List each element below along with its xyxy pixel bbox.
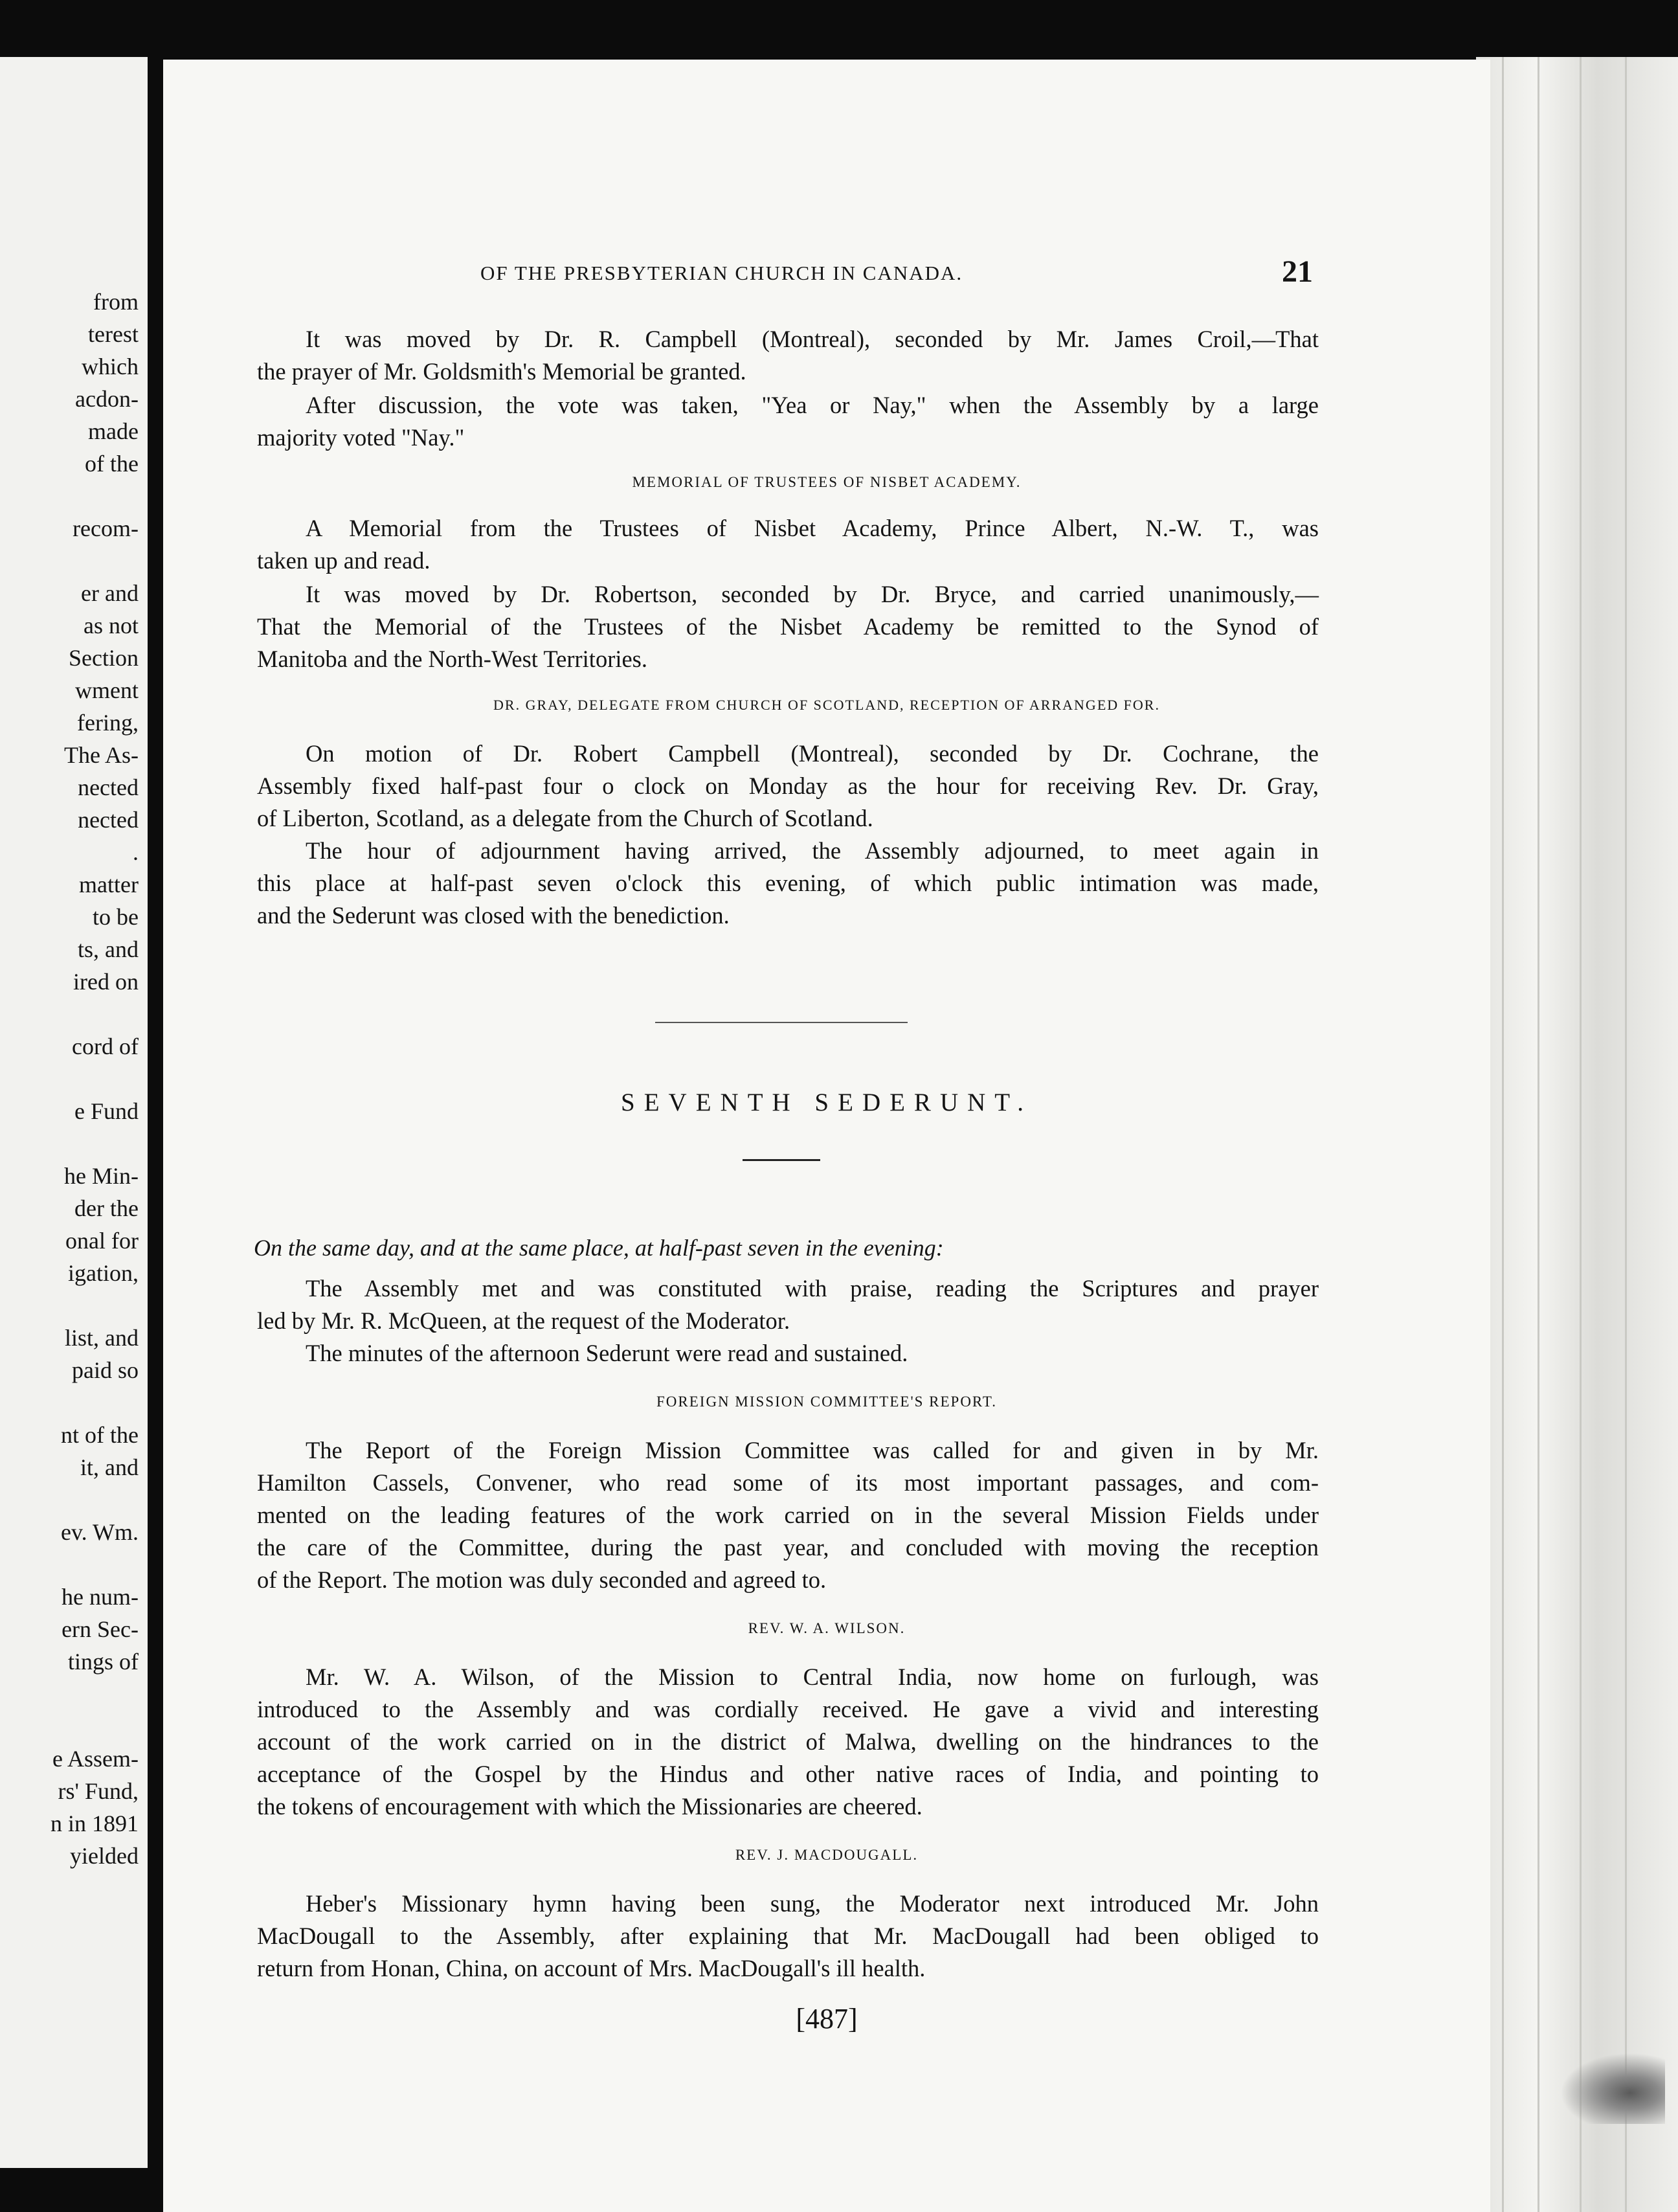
left-page-text-fragment: terest bbox=[88, 321, 139, 347]
left-page-text-fragment: . bbox=[133, 839, 139, 865]
left-page-text-fragment: fering, bbox=[77, 710, 139, 736]
previous-page-fragment bbox=[0, 57, 148, 2168]
left-page-text-fragment: matter bbox=[79, 872, 139, 897]
left-page-text-fragment: from bbox=[93, 289, 139, 315]
left-page-text-fragment: igation, bbox=[68, 1260, 139, 1286]
section-heading: MEMORIAL OF TRUSTEES OF NISBET ACADEMY. bbox=[632, 474, 1022, 490]
left-page-text-fragment: paid so bbox=[72, 1357, 139, 1383]
section-divider bbox=[655, 1022, 908, 1023]
text-line: the prayer of Mr. Goldsmith's Memorial be granted. bbox=[257, 358, 746, 385]
section-heading: DR. GRAY, DELEGATE FROM CHURCH OF SCOTLAND, RECEPTION OF ARRANGED FOR. bbox=[493, 697, 1160, 713]
text-line: A Memorial from the Trustees of Nisbet Academy, Prince Albert, N.-W. T., was bbox=[306, 515, 1319, 541]
left-page-text-fragment: nt of the bbox=[61, 1422, 139, 1448]
text-line: acceptance of the Gospel by the Hindus and other native races of India, and pointing to bbox=[257, 1761, 1319, 1787]
text-line: The Assembly met and was constituted with praise, reading the Scriptures and prayer bbox=[306, 1275, 1319, 1302]
text-line: majority voted "Nay." bbox=[257, 424, 465, 451]
text-line: Assembly fixed half-past four o clock on Monday as the hour for receiving Rev. Dr. Gray, bbox=[257, 773, 1319, 799]
corner-mark bbox=[1549, 2046, 1665, 2124]
left-page-text-fragment: ev. Wm. bbox=[61, 1519, 139, 1545]
section-heading: REV. W. A. WILSON. bbox=[748, 1620, 906, 1636]
text-line: this place at half-past seven o'clock this evening, of which public intimation was made, bbox=[257, 870, 1319, 896]
left-page-text-fragment: he Min- bbox=[64, 1163, 139, 1189]
text-line: Manitoba and the North-West Territories. bbox=[257, 646, 648, 672]
section-heading: FOREIGN MISSION COMMITTEE'S REPORT. bbox=[656, 1394, 997, 1410]
text-line: The minutes of the afternoon Sederunt were read and sustained. bbox=[306, 1340, 908, 1366]
left-page-text-fragment: as not bbox=[84, 613, 139, 638]
left-page-text-fragment: er and bbox=[81, 580, 139, 606]
section-heading: REV. J. MACDOUGALL. bbox=[735, 1847, 919, 1863]
running-title: OF THE PRESBYTERIAN CHURCH IN CANADA. bbox=[480, 262, 963, 284]
left-page-text-fragment: list, and bbox=[65, 1325, 139, 1351]
page-number: 21 bbox=[1282, 254, 1313, 289]
text-line: mented on the leading features of the work carried on in the several Mission Fields under bbox=[257, 1502, 1319, 1528]
text-line: On motion of Dr. Robert Campbell (Montreal), seconded by Dr. Cochrane, the bbox=[306, 740, 1319, 767]
text-line: MacDougall to the Assembly, after explaining that Mr. MacDougall had been obliged to bbox=[257, 1923, 1319, 1949]
sederunt-title: SEVENTH SEDERUNT. bbox=[621, 1089, 1033, 1116]
text-line: The Report of the Foreign Mission Committee was called for and given in by Mr. bbox=[306, 1437, 1319, 1463]
left-page-text-fragment: ired on bbox=[73, 969, 139, 995]
main-page bbox=[163, 60, 1490, 2212]
left-page-text-fragment: cord of bbox=[72, 1033, 139, 1059]
left-page-text-fragment: e Assem- bbox=[52, 1746, 139, 1772]
text-line: of the Report. The motion was duly seconded and agreed to. bbox=[257, 1566, 827, 1593]
left-page-text-fragment: wment bbox=[75, 677, 139, 703]
left-page-text-fragment: e Fund bbox=[74, 1098, 139, 1124]
left-page-text-fragment: he num- bbox=[62, 1584, 139, 1610]
left-page-text-fragment: nected bbox=[78, 774, 139, 800]
text-line: the tokens of encouragement with which the Missionaries are cheered. bbox=[257, 1793, 923, 1820]
left-page-text-fragment: tings of bbox=[67, 1649, 139, 1675]
text-line: It was moved by Dr. Robertson, seconded by Dr. Bryce, and carried unanimously,— bbox=[306, 581, 1319, 607]
left-page-text-fragment: Section bbox=[69, 645, 139, 671]
left-page-text-fragment: The As- bbox=[64, 742, 139, 768]
left-page-text-fragment: n in 1891 bbox=[50, 1811, 139, 1836]
text-line: introduced to the Assembly and was cordially received. He gave a vivid and interesting bbox=[257, 1696, 1319, 1722]
left-page-text-fragment: which bbox=[82, 354, 139, 379]
text-line: That the Memorial of the Trustees of the Nisbet Academy be remitted to the Synod of bbox=[257, 613, 1319, 640]
left-page-text-fragment: der the bbox=[74, 1195, 139, 1221]
session-intro: On the same day, and at the same place, at half-past seven in the evening: bbox=[254, 1235, 944, 1261]
left-page-text-fragment: of the bbox=[85, 451, 139, 477]
text-line: return from Honan, China, on account of Mrs. MacDougall's ill health. bbox=[257, 1955, 926, 1981]
left-page-text-fragment: acdon- bbox=[75, 386, 139, 412]
text-line: Mr. W. A. Wilson, of the Mission to Central India, now home on furlough, was bbox=[306, 1664, 1319, 1690]
text-line: Heber's Missionary hymn having been sung, the Moderator next introduced Mr. John bbox=[306, 1890, 1319, 1917]
left-page-text-fragment: nected bbox=[78, 807, 139, 833]
text-line: It was moved by Dr. R. Campbell (Montreal), seconded by Mr. James Croil,—That bbox=[306, 326, 1319, 352]
left-page-text-fragment: ts, and bbox=[78, 936, 139, 962]
left-page-text-fragment: onal for bbox=[65, 1228, 139, 1254]
left-page-text-fragment: rs' Fund, bbox=[58, 1778, 139, 1804]
left-page-text-fragment: it, and bbox=[80, 1454, 139, 1480]
text-line: of Liberton, Scotland, as a delegate from the Church of Scotland. bbox=[257, 805, 873, 831]
page-edge-stack bbox=[1476, 57, 1678, 2212]
text-line: and the Sederunt was closed with the benediction. bbox=[257, 902, 730, 929]
left-page-text-fragment: recom- bbox=[73, 515, 139, 541]
text-line: account of the work carried on in the district of Malwa, dwelling on the hindrances to the bbox=[257, 1728, 1319, 1755]
text-line: taken up and read. bbox=[257, 547, 431, 574]
folio-number: [487] bbox=[796, 2003, 858, 2035]
left-page-text-fragment: made bbox=[88, 418, 139, 444]
text-line: Hamilton Cassels, Convener, who read some of its most important passages, and com- bbox=[257, 1469, 1319, 1496]
text-line: After discussion, the vote was taken, "Yea or Nay," when the Assembly by a large bbox=[306, 392, 1319, 418]
left-page-text-fragment: yielded bbox=[70, 1843, 139, 1869]
left-page-text-fragment: ern Sec- bbox=[62, 1616, 139, 1642]
title-rule bbox=[743, 1159, 820, 1161]
text-line: The hour of adjournment having arrived, the Assembly adjourned, to meet again in bbox=[306, 837, 1319, 864]
left-page-text-fragment: to be bbox=[93, 904, 139, 930]
text-line: the care of the Committee, during the past year, and concluded with moving the reception bbox=[257, 1534, 1319, 1561]
text-line: led by Mr. R. McQueen, at the request of the Moderator. bbox=[257, 1307, 790, 1334]
